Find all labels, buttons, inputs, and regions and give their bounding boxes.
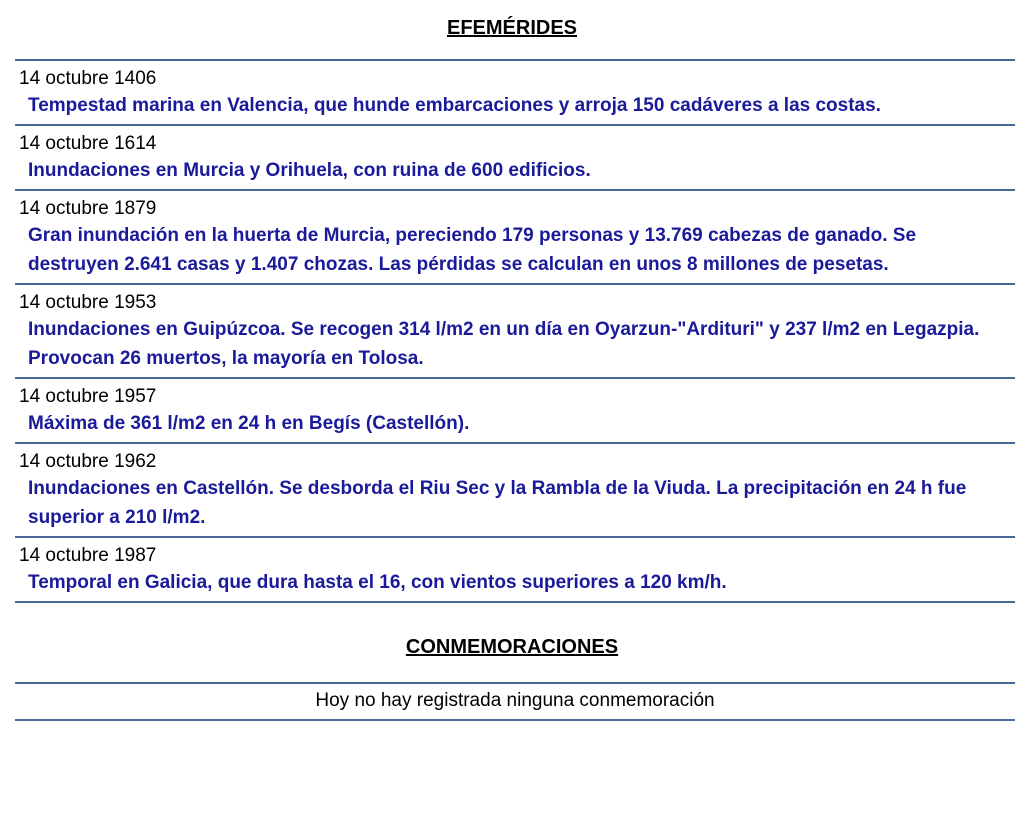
entry-date: 14 octubre 1879 — [19, 198, 157, 219]
conmemoraciones-list — [15, 682, 1015, 721]
entry-text: Tempestad marina en Valencia, que hunde embarcaciones y arroja 150 cadáveres a las costas. — [28, 95, 881, 116]
entry-text: Temporal en Galicia, que dura hasta el 16, con vientos superiores a 120 km/h. — [28, 572, 727, 593]
list-item — [15, 126, 1015, 191]
efemerides-list — [15, 59, 1015, 603]
entry-date: 14 octubre 1957 — [19, 386, 157, 407]
conmemoraciones-title: CONMEMORACIONES — [405, 636, 619, 658]
entry-text: Gran inundación en la huerta de Murcia, pereciendo 179 personas y 13.769 cabezas de ganado. Se destruyen 2.641 casas y 1.407 chozas. Las pérdidas se calculan en unos 8 millones de pesetas. — [28, 225, 917, 275]
entry-date: 14 octubre 1953 — [19, 292, 157, 313]
entry-text: Inundaciones en Guipúzcoa. Se recogen 314 l/m2 en un día en Oyarzun-"Ardituri" y 237 l/m2 en Legazpia. Provocan 26 muertos, la mayoría en Tolosa. — [28, 319, 980, 369]
list-item — [15, 538, 1015, 603]
list-item — [15, 61, 1015, 126]
list-item — [15, 444, 1015, 538]
entry-text: Máxima de 361 l/m2 en 24 h en Begís (Castellón). — [28, 413, 470, 434]
efemerides-title: EFEMÉRIDES — [446, 17, 578, 39]
conmemoraciones-section — [0, 636, 1024, 721]
entry-date: 14 octubre 1614 — [19, 133, 157, 154]
list-item — [15, 379, 1015, 444]
entry-text: Inundaciones en Murcia y Orihuela, con ruina de 600 edificios. — [28, 160, 591, 181]
entry-date: 14 octubre 1962 — [19, 451, 157, 472]
list-item — [15, 285, 1015, 379]
entry-text: Inundaciones en Castellón. Se desborda el Riu Sec y la Rambla de la Viuda. La precipitación en 24 h fue superior a 210 l/m2. — [28, 478, 967, 528]
list-item — [15, 191, 1015, 285]
entry-date: 14 octubre 1406 — [19, 68, 157, 89]
entry-date: 14 octubre 1987 — [19, 545, 157, 566]
section-spacer — [0, 603, 1024, 636]
empty-message: Hoy no hay registrada ninguna conmemoración — [15, 684, 1015, 721]
